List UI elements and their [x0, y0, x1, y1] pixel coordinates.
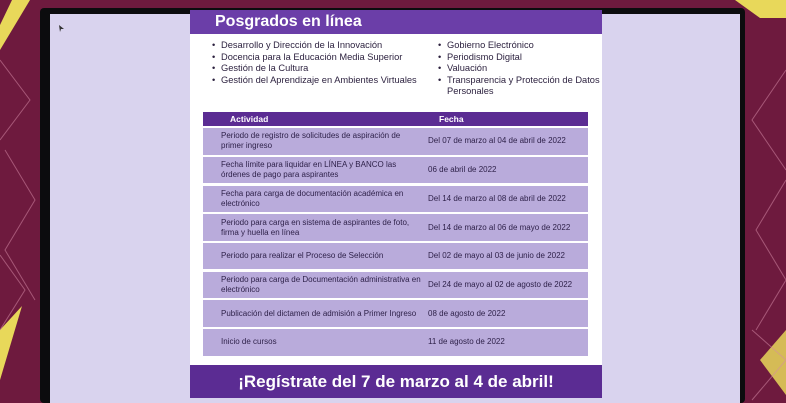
program-item: • Valuación: [438, 63, 600, 75]
activity-cell: Publicación del dictamen de admisión a Primer Ingreso: [221, 308, 417, 318]
program-item: • Docencia para la Educación Media Superior: [212, 52, 427, 64]
schedule-table: [203, 112, 588, 356]
activity-cell: Periodo de registro de solicitudes de aspiración de primer ingreso: [221, 131, 401, 151]
activity-cell: Periodo para realizar el Proceso de Selección: [221, 251, 384, 261]
activity-cell: Fecha para carga de documentación académica en electrónico: [221, 188, 404, 208]
program-item: • Gestión de la Cultura: [212, 63, 427, 75]
activity-cell: Inicio de cursos: [221, 337, 277, 347]
mouse-pointer-icon: [59, 25, 64, 32]
registration-banner-text: ¡Regístrate del 7 de marzo al 4 de abril!: [238, 372, 554, 391]
activity-cell: Fecha límite para liquidar en LÍNEA y BANCO las órdenes de pago para aspirantes: [221, 160, 397, 180]
date-cell: Del 24 de mayo al 02 de agosto de 2022: [428, 279, 573, 289]
table-header: [203, 112, 588, 126]
table-row: [203, 214, 588, 241]
table-row: [203, 186, 588, 213]
date-cell: 08 de agosto de 2022: [428, 308, 506, 318]
header-date: Fecha: [439, 114, 464, 124]
date-cell: 11 de agosto de 2022: [428, 337, 505, 347]
date-cell: 06 de abril de 2022: [428, 165, 497, 175]
table-row: [203, 329, 588, 356]
table-row: [203, 300, 588, 327]
date-cell: Del 07 de marzo al 04 de abril de 2022: [428, 136, 566, 146]
date-cell: Del 02 de mayo al 03 de junio de 2022: [428, 251, 565, 261]
program-item: • Transparencia y Protección de Datos Personales: [438, 75, 600, 98]
table-row: [203, 243, 588, 270]
header-activity: Actividad: [230, 114, 269, 124]
activity-cell: Periodo para carga en sistema de aspirantes de foto, firma y huella en línea: [221, 217, 410, 237]
poster-title: Posgrados en línea: [215, 13, 362, 30]
table-row: [203, 272, 588, 299]
date-cell: Del 14 de marzo al 06 de mayo de 2022: [428, 222, 571, 232]
title-bar: [190, 10, 602, 34]
program-item: • Desarrollo y Dirección de la Innovación: [212, 40, 427, 52]
registration-banner: [190, 365, 602, 398]
program-item: • Periodismo Digital: [438, 52, 600, 64]
table-row: [203, 128, 588, 155]
program-item: • Gobierno Electrónico: [438, 40, 600, 52]
admissions-poster: [190, 10, 602, 398]
programs-list-right: [438, 40, 600, 98]
programs-list-left: [212, 40, 427, 86]
date-cell: Del 14 de marzo al 08 de abril de 2022: [428, 193, 566, 203]
activity-cell: Periodo para carga de Documentación administrativa en electrónico: [221, 274, 421, 294]
table-row: [203, 157, 588, 184]
program-item: • Gestión del Aprendizaje en Ambientes Virtuales: [212, 75, 427, 87]
